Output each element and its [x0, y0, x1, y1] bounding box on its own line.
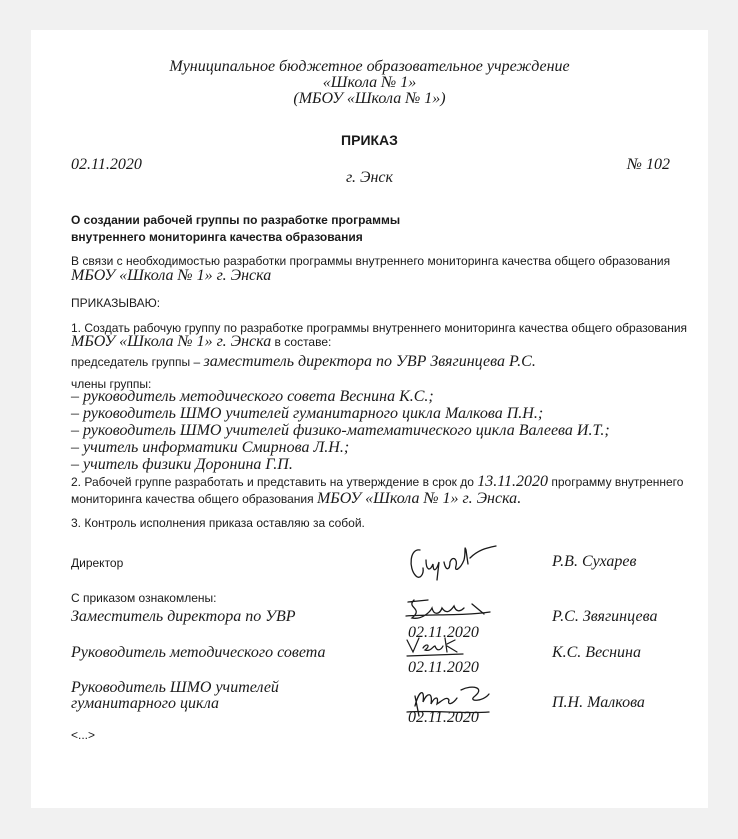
member-item: – руководитель методического совета Веснина К.С.; — [71, 388, 434, 405]
signer-position: Заместитель директора по УВР — [71, 608, 296, 625]
members-label: члены группы: — [71, 377, 152, 391]
item1-org: МБОУ «Школа № 1» г. Энска — [71, 333, 272, 350]
item2-text: мониторинга качества общего образования — [71, 492, 317, 506]
signer-name: Р.С. Звягинцева — [552, 608, 658, 625]
command-word: ПРИКАЗЫВАЮ: — [71, 296, 161, 310]
director-signature — [406, 538, 498, 582]
signer-name: П.Н. Малкова — [552, 694, 645, 711]
item2-deadline: 13.11.2020 — [477, 473, 549, 490]
signer-name: К.С. Веснина — [552, 644, 641, 661]
item2-org: МБОУ «Школа № 1» г. Энска — [316, 490, 518, 507]
signer-position-line-1: Руководитель ШМО учителей — [71, 679, 279, 696]
member-item: – учитель физики Доронина Г.П. — [71, 456, 293, 473]
director-name: Р.В. Сухарев — [552, 553, 637, 570]
signer-position-line-2: гуманитарного цикла — [71, 695, 219, 712]
item3-text: 3. Контроль исполнения приказа оставляю за собой. — [71, 516, 365, 530]
item1-tail: в составе: — [271, 335, 332, 349]
chair-label: председатель группы – — [71, 355, 204, 369]
signer-date: 02.11.2020 — [408, 624, 479, 641]
preamble-line-2: МБОУ «Школа № 1» г. Энска — [71, 267, 272, 284]
order-date: 02.11.2020 — [71, 156, 142, 173]
item1-line-2 — [71, 333, 331, 351]
chair-line — [71, 353, 536, 371]
signer-date: 02.11.2020 — [408, 709, 479, 726]
member-item: – руководитель ШМО учителей физико-математического цикла Валеева И.Т.; — [71, 422, 610, 439]
item2-period: . — [517, 490, 522, 507]
ellipsis: <...> — [71, 728, 96, 742]
org-short-name: «Школа № 1» — [322, 74, 417, 91]
document-page — [31, 30, 708, 808]
signer-date: 02.11.2020 — [408, 659, 479, 676]
document-title: ПРИКАЗ — [341, 132, 398, 148]
item2-text: программу внутреннего — [548, 475, 684, 489]
preamble-line-1: В связи с необходимостью разработки программы внутреннего мониторинга качества общего образования — [71, 254, 671, 268]
item2-text: 2. Рабочей группе разработать и представить на утверждение в срок до — [71, 475, 478, 489]
subject-line-1: О создании рабочей группы по разработке программы — [71, 213, 401, 227]
member-item: – руководитель ШМО учителей гуманитарного цикла Малкова П.Н.; — [71, 405, 544, 422]
item2-line-2 — [71, 490, 521, 508]
acquainted-label: С приказом ознакомлены: — [71, 591, 217, 605]
order-number: № 102 — [626, 156, 670, 173]
item1-line-1: 1. Создать рабочую группу по разработке программы внутреннего мониторинга качества общего образования — [71, 321, 688, 335]
member-item: – учитель информатики Смирнова Л.Н.; — [71, 439, 350, 456]
org-abbreviation: (МБОУ «Школа № 1») — [293, 90, 446, 107]
subject-line-2: внутреннего мониторинга качества образования — [71, 230, 363, 244]
item2-line-1 — [71, 473, 683, 491]
order-city: г. Энск — [345, 169, 394, 186]
signer-signature — [402, 594, 494, 624]
signer-position: Руководитель методического совета — [71, 644, 326, 661]
signer-signature — [403, 634, 473, 660]
org-full-name: Муниципальное бюджетное образовательное учреждение — [169, 58, 570, 75]
director-label: Директор — [71, 556, 124, 570]
chair-name: заместитель директора по УВР Звягинцева Р.С. — [203, 353, 536, 370]
